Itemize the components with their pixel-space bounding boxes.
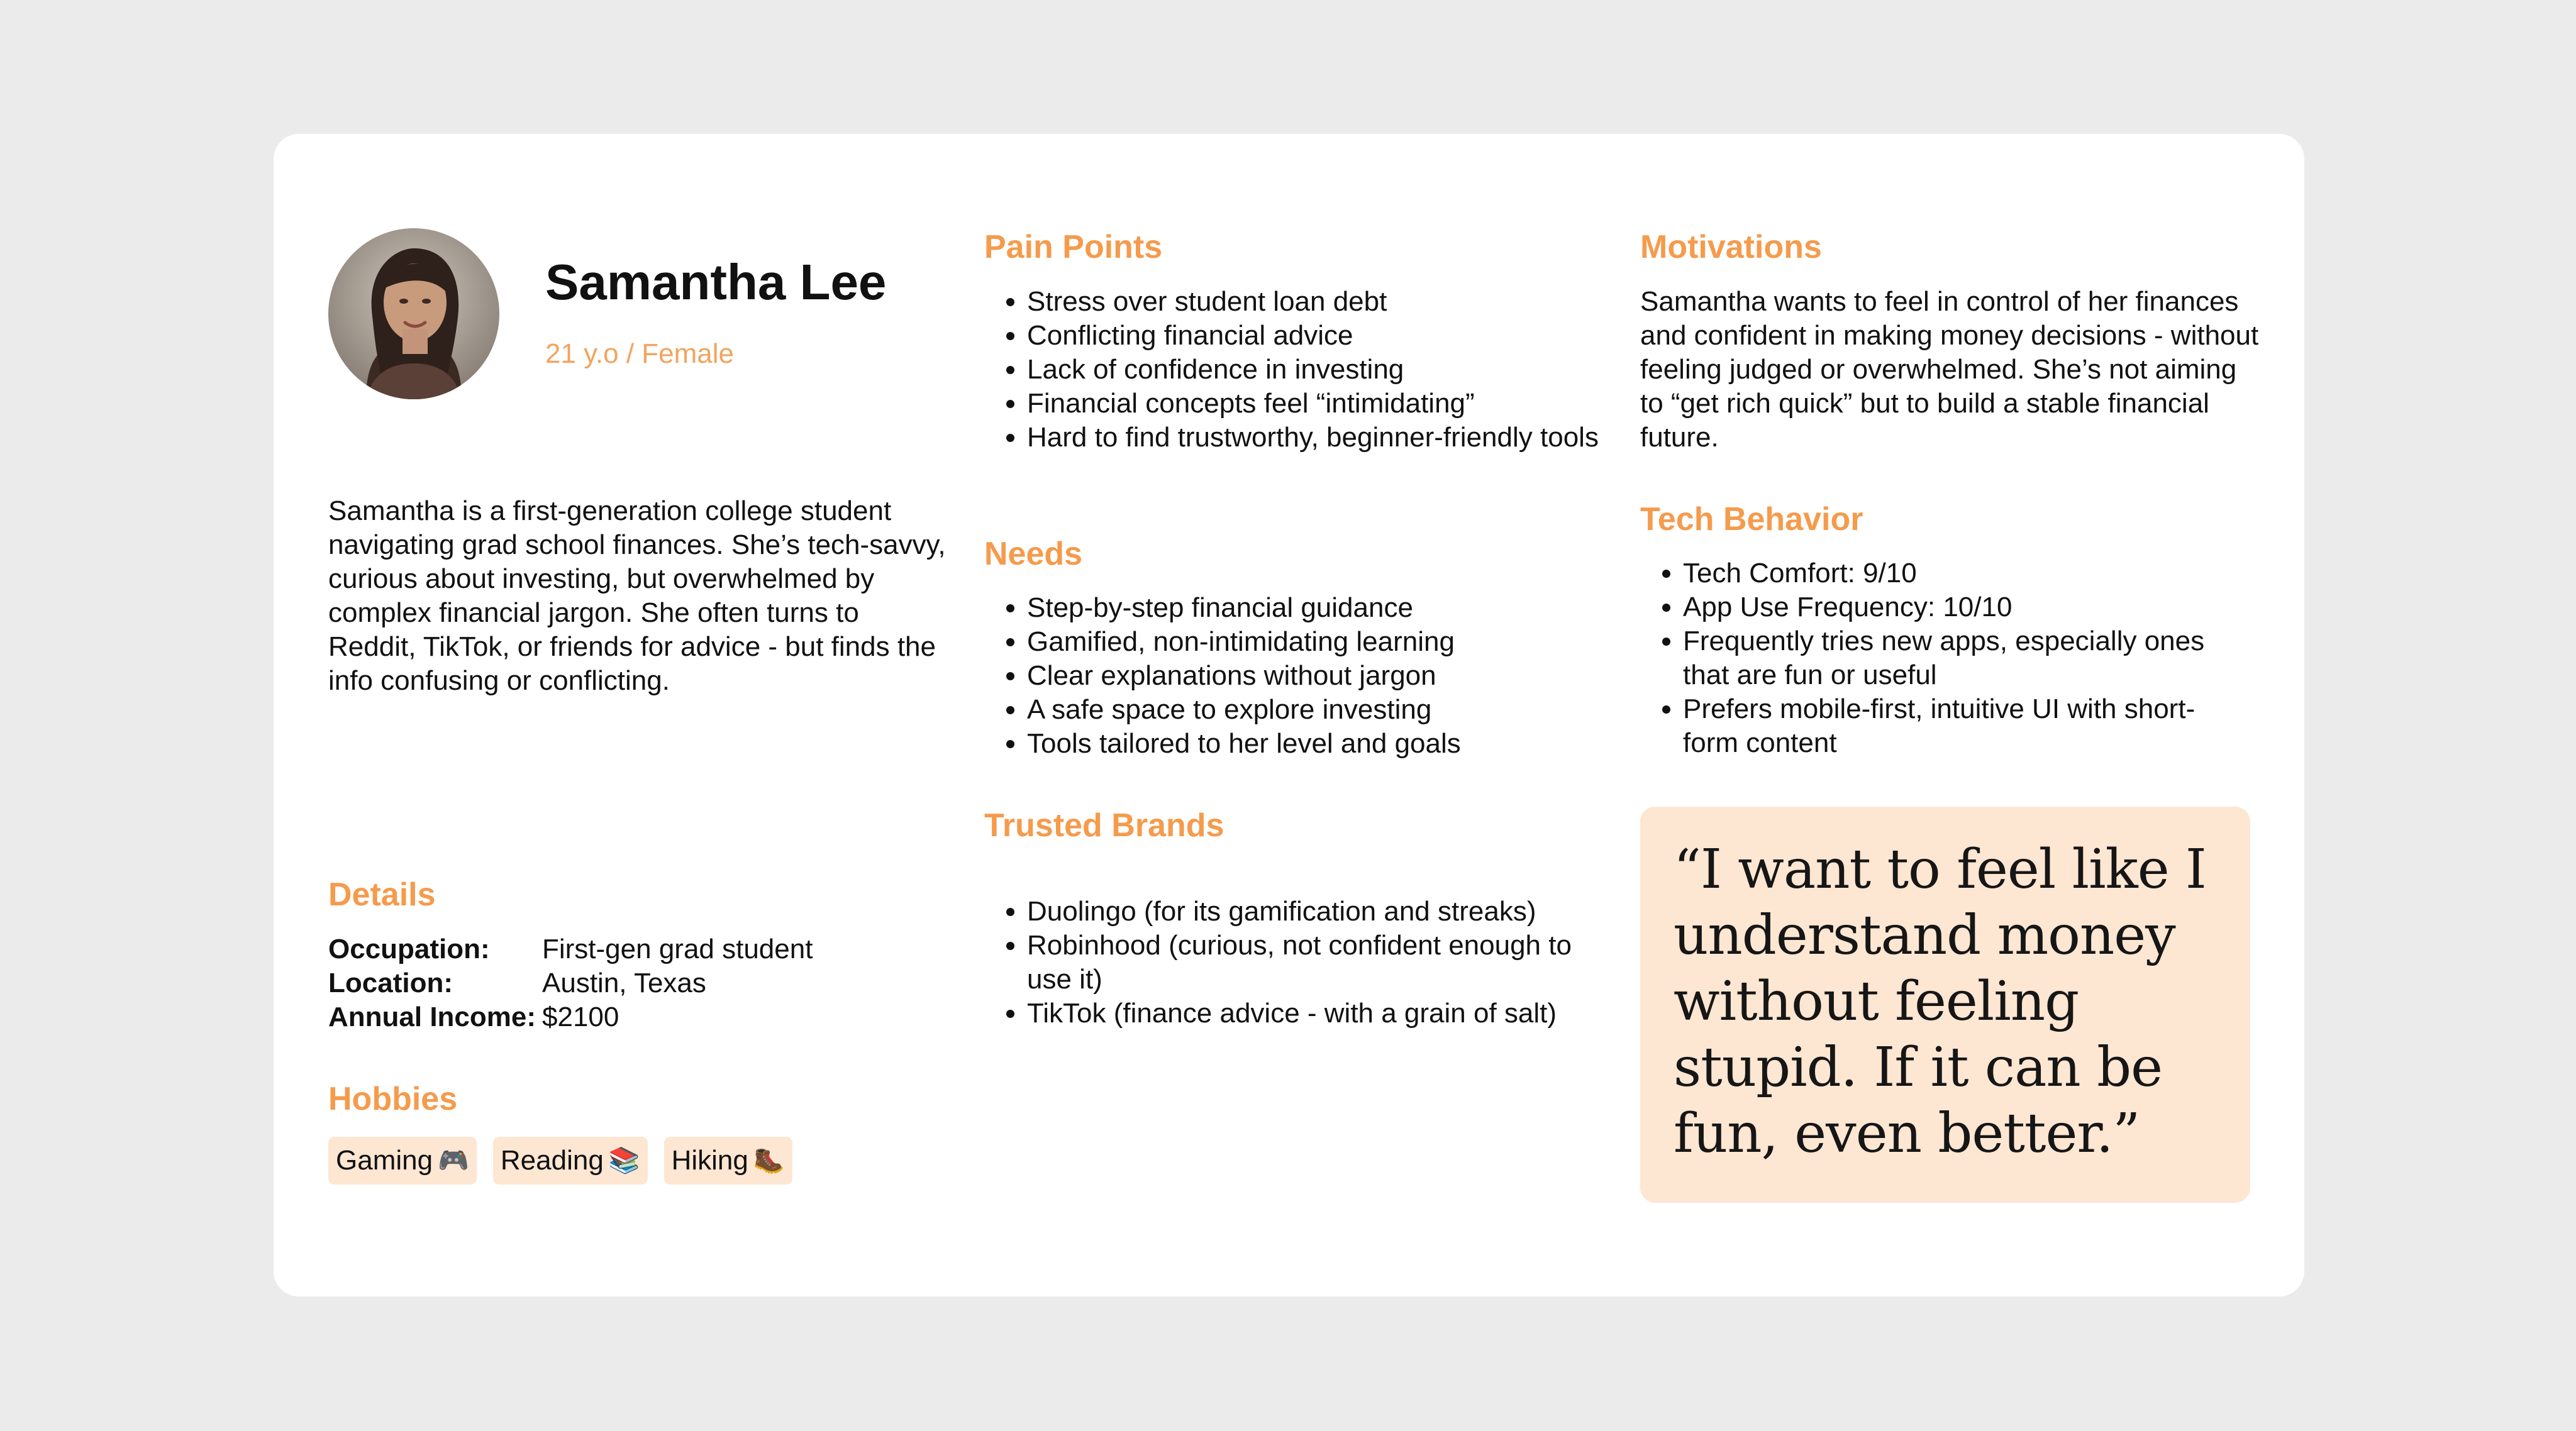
game-controller-icon: 🎮 — [438, 1147, 469, 1174]
pain-points-heading: Pain Points — [984, 229, 1163, 265]
list-item: • Prefers mobile-first, intuitive UI with short-form content — [1683, 692, 2249, 760]
details-label: Location: — [328, 968, 453, 998]
list-item: • Lack of confidence in investing — [1027, 353, 1612, 387]
details-label: Annual Income: — [328, 1002, 536, 1032]
tech-behavior-heading: Tech Behavior — [1640, 501, 1863, 538]
books-icon: 📚 — [608, 1147, 640, 1174]
list-item: • TikTok (finance advice - with a grain of salt) — [1027, 997, 1612, 1030]
hobby-label: Hiking — [671, 1145, 748, 1176]
pain-points-list — [984, 285, 1612, 455]
details-value: $2100 — [542, 1002, 619, 1032]
details-row-occupation — [328, 932, 813, 966]
hobby-chip-gaming — [328, 1137, 477, 1185]
details-value: First-gen grad student — [542, 934, 813, 964]
motivations-text: Samantha wants to feel in control of her finances and confident in making money decisions - without feeling judged or overwhelmed. She’s not aiming to “get rich quick” but to build a stable financial future. — [1640, 286, 2259, 453]
hobby-chip-hiking — [664, 1137, 792, 1185]
tech-behavior-list — [1640, 556, 2249, 760]
avatar — [328, 228, 499, 399]
persona-name: Samantha Lee — [545, 254, 887, 310]
list-item: • Tools tailored to her level and goals — [1027, 727, 1612, 761]
hobby-chips — [328, 1137, 792, 1185]
persona-age-gender: 21 y.o / Female — [545, 338, 734, 369]
details-row-location — [328, 966, 813, 1000]
details-row-income — [328, 1000, 813, 1034]
list-item: • Stress over student loan debt — [1027, 285, 1612, 319]
list-item: • Step-by-step financial guidance — [1027, 591, 1612, 625]
details-label: Occupation: — [328, 934, 490, 964]
details-heading: Details — [328, 876, 436, 913]
list-item: • Gamified, non-intimidating learning — [1027, 625, 1612, 659]
list-item: • Financial concepts feel “intimidating” — [1027, 387, 1612, 421]
quote-box — [1640, 807, 2250, 1203]
list-item: • Robinhood (curious, not confident enough to use it) — [1027, 929, 1612, 997]
list-item: • Duolingo (for its gamification and streaks) — [1027, 895, 1612, 929]
list-item: • App Use Frequency: 10/10 — [1683, 590, 2249, 624]
motivations-heading: Motivations — [1640, 229, 1822, 265]
persona-bio: Samantha is a first-generation college student navigating grad school finances. She’s tech-savvy, curious about investing, but overwhelmed by complex financial jargon. She often turns to Reddit, TikTok, or friends for advice - but finds the info confusing or conflicting. — [328, 495, 946, 696]
details-list — [328, 932, 813, 1034]
list-item: • A safe space to explore investing — [1027, 693, 1612, 727]
list-item: • Tech Comfort: 9/10 — [1683, 556, 2249, 590]
list-item: • Frequently tries new apps, especially ones that are fun or useful — [1683, 624, 2249, 692]
list-item: • Hard to find trustworthy, beginner-friendly tools — [1027, 421, 1612, 455]
needs-heading: Needs — [984, 536, 1083, 572]
list-item: • Clear explanations without jargon — [1027, 659, 1612, 693]
details-value: Austin, Texas — [542, 968, 706, 998]
trusted-brands-heading: Trusted Brands — [984, 807, 1224, 844]
persona-card — [274, 134, 2304, 1296]
needs-list — [984, 591, 1612, 761]
hobby-label: Reading — [500, 1145, 604, 1176]
list-item: • Conflicting financial advice — [1027, 319, 1612, 353]
trusted-brands-list — [984, 895, 1612, 1030]
hobbies-heading: Hobbies — [328, 1081, 458, 1117]
persona-quote: “I want to feel like I understand money without feeling stupid. If it can be fun, even better.” — [1674, 838, 2206, 1165]
hobby-chip-reading — [493, 1137, 648, 1185]
hobby-label: Gaming — [336, 1145, 433, 1176]
hiking-boot-icon: 🥾 — [753, 1147, 785, 1174]
